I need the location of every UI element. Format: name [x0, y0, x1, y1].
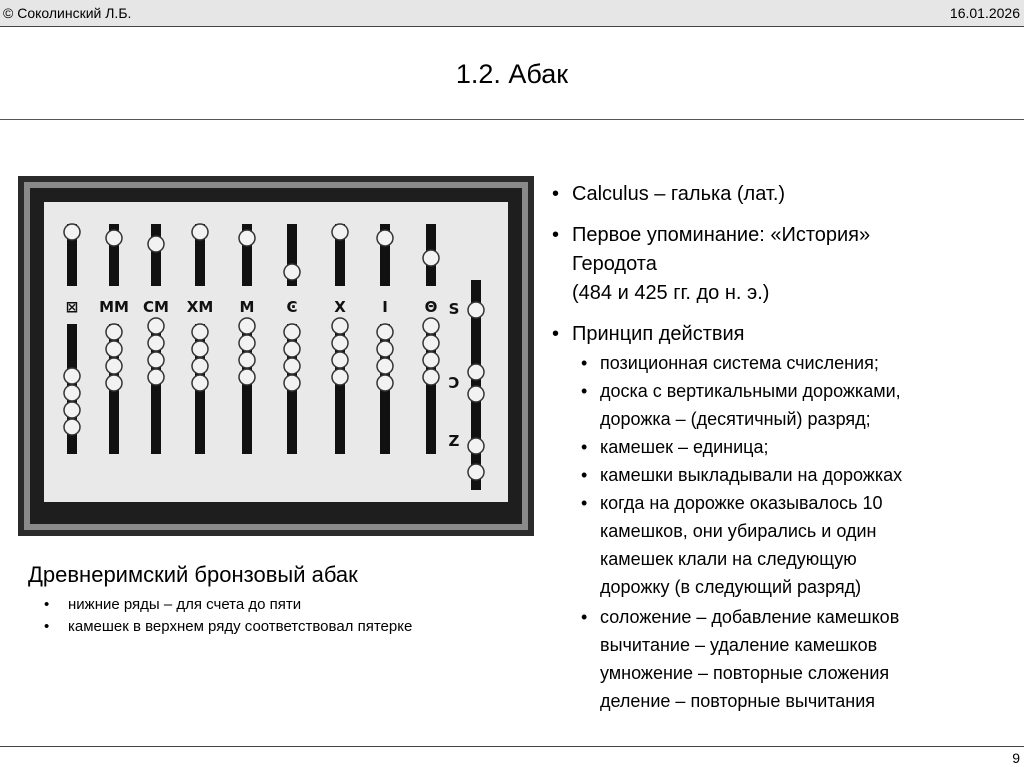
lower-bead [192, 341, 208, 357]
lower-bead [239, 335, 255, 351]
lower-bead [106, 324, 122, 340]
sub-bullet-text: • соложение – добавление камешков [600, 607, 900, 627]
lower-bead [148, 335, 164, 351]
lower-bead [423, 369, 439, 385]
header-bar [0, 0, 1024, 27]
bullet-principle [548, 320, 1018, 715]
bullet-calculus [548, 180, 1018, 209]
sub-bullet-text: • когда на дорожке оказывалось 10 [600, 493, 883, 513]
lower-bead [377, 375, 393, 391]
lower-bead [64, 402, 80, 418]
author-label: © Соколинский Л.Б. [3, 5, 132, 21]
slide-title: 1.2. Абак [455, 59, 569, 89]
lower-bead [148, 352, 164, 368]
upper-bead [239, 230, 255, 246]
lower-bead [377, 341, 393, 357]
sub-bullet [548, 433, 1018, 461]
page-number: 9 [1012, 750, 1020, 766]
column-mark: ММ [99, 298, 129, 316]
title-area [0, 27, 1024, 120]
fraction-mark: S [448, 300, 460, 318]
fraction-bead [468, 302, 484, 318]
abacus-illustration [18, 176, 534, 536]
column-mark: ⊠ [65, 298, 79, 316]
lower-bead [239, 318, 255, 334]
bullet-text: • Принцип действия [572, 323, 745, 345]
bullet-text: • Calculus – галька (лат.) [572, 183, 786, 205]
sub-bullet-text: камешек клали на следующую [600, 549, 857, 569]
sub-bullet-text: • позиционная система счисления; [600, 353, 879, 373]
lower-bead [64, 419, 80, 435]
lower-bead [106, 375, 122, 391]
column-mark: I [382, 298, 388, 316]
sub-bullet-text: • камешек – единица; [600, 437, 769, 457]
sub-bullet-text: дорожку (в следующий разряд) [600, 577, 862, 597]
date-label: 16.01.2026 [949, 5, 1020, 21]
sub-bullet [548, 603, 1018, 715]
upper-bead [64, 224, 80, 240]
fraction-bead [468, 386, 484, 402]
lower-bead [106, 358, 122, 374]
bullet-text: (484 и 425 гг. до н. э.) [572, 282, 770, 304]
lower-bead [64, 385, 80, 401]
column-mark: Θ [424, 298, 438, 316]
lower-bead [377, 324, 393, 340]
upper-bead [377, 230, 393, 246]
sub-bullet-text: • камешки выкладывали на дорожках [600, 465, 903, 485]
bullet-text: Геродота [572, 253, 657, 275]
sub-bullet-text: вычитание – удаление камешков [600, 635, 878, 655]
lower-bead [284, 341, 300, 357]
sub-bullet-text: умножение – повторные сложения [600, 663, 890, 683]
upper-bead [284, 264, 300, 280]
lower-bead [192, 358, 208, 374]
lower-bead [148, 369, 164, 385]
fraction-bead [468, 464, 484, 480]
column-mark: ХМ [186, 298, 214, 316]
image-caption [28, 562, 548, 638]
lower-bead [423, 335, 439, 351]
caption-list [28, 594, 548, 638]
lower-bead [239, 352, 255, 368]
fraction-bead [468, 438, 484, 454]
column-mark: СМ [143, 298, 169, 316]
upper-bead [106, 230, 122, 246]
upper-bead [148, 236, 164, 252]
lower-bead [423, 318, 439, 334]
bullet-first-mention [548, 221, 1018, 308]
sub-bullet [548, 461, 1018, 489]
lower-bead [192, 324, 208, 340]
sub-bullet [548, 489, 1018, 601]
abacus-image [18, 176, 534, 536]
lower-bead [192, 375, 208, 391]
caption-item: • нижние ряды – для счета до пяти [28, 594, 548, 616]
lower-bead [332, 318, 348, 334]
sub-bullet [548, 377, 1018, 433]
lower-bead [106, 341, 122, 357]
caption-item: • камешек в верхнем ряду соответствовал пятерке [28, 616, 548, 638]
footer-bar [0, 746, 1024, 767]
sub-bullet-list [572, 349, 1018, 715]
fraction-bead [468, 364, 484, 380]
main-bullet-list [548, 180, 1018, 715]
sub-bullet-text: дорожка – (десятичный) разряд; [600, 409, 871, 429]
column-mark: Ͼ [286, 298, 298, 316]
lower-bead [377, 358, 393, 374]
lower-bead [64, 368, 80, 384]
lower-bead [239, 369, 255, 385]
fraction-mark: Z [448, 432, 460, 450]
upper-bead [192, 224, 208, 240]
lower-bead [148, 318, 164, 334]
lower-bead [284, 375, 300, 391]
column-mark: Х [334, 298, 346, 316]
sub-bullet [548, 349, 1018, 377]
sub-bullet-text: • доска с вертикальными дорожками, [600, 381, 901, 401]
lower-bead [284, 324, 300, 340]
lower-bead [284, 358, 300, 374]
upper-bead [423, 250, 439, 266]
lower-bead [332, 335, 348, 351]
upper-slot [151, 224, 161, 286]
lower-bead [332, 369, 348, 385]
bullet-text: • Первое упоминание: «История» [572, 224, 871, 246]
fraction-mark: Ͻ [448, 374, 460, 392]
bullet-column [548, 180, 1018, 727]
column-mark: М [239, 298, 255, 316]
sub-bullet-text: деление – повторные вычитания [600, 691, 876, 711]
upper-bead [332, 224, 348, 240]
lower-bead [332, 352, 348, 368]
lower-bead [423, 352, 439, 368]
caption-title: Древнеримский бронзовый абак [28, 562, 358, 587]
sub-bullet-text: камешков, они убирались и один [600, 521, 877, 541]
